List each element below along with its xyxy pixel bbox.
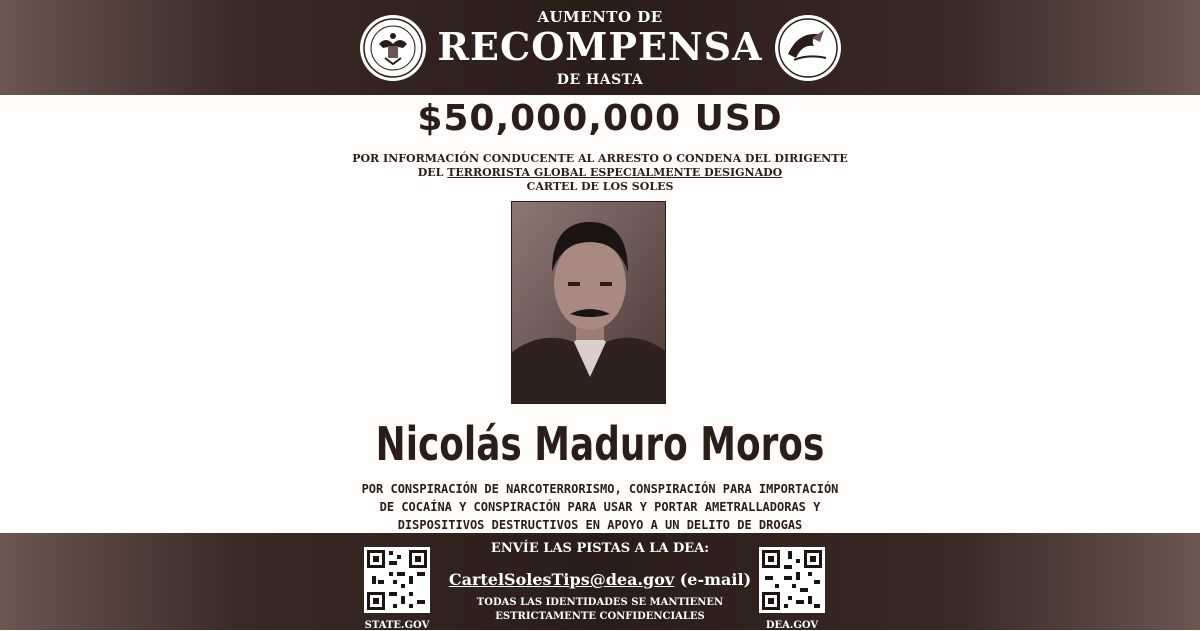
confidential-line-1: TODAS LAS IDENTIDADES SE MANTIENEN <box>476 597 724 608</box>
state-gov-qr-code-icon[interactable] <box>364 547 430 613</box>
tips-email-link[interactable]: CartelSolesTips@dea.gov <box>448 570 675 589</box>
reward-amount: $50,000,000 USD <box>417 98 783 139</box>
dea-gov-qr-code-icon[interactable] <box>759 547 825 613</box>
description-line-3: CARTEL DE LOS SOLES <box>526 180 674 193</box>
dea-gov-label: DEA.GOV <box>765 620 819 631</box>
confidential-line-2: ESTRICTAMENTE CONFIDENCIALES <box>495 611 705 622</box>
suspect-name: Nicolás Maduro Moros <box>375 417 825 471</box>
charges-line-2: DE COCAÍNA Y CONSPIRACIÓN PARA USAR Y PORTAR AMETRALLADORAS Y <box>379 500 821 514</box>
charges-line-3: DISPOSITIVOS DESTRUCTIVOS EN APOYO A UN DELITO DE DROGAS <box>397 518 803 532</box>
description-line-2 <box>0 166 1200 179</box>
designation-text: TERRORISTA GLOBAL ESPECIALMENTE DESIGNADO <box>447 166 783 179</box>
email-suffix: (e-mail) <box>674 570 752 589</box>
suspect-photo <box>511 201 666 404</box>
header-line-1: AUMENTO DE <box>537 8 663 26</box>
send-tips-heading: ENVÍE LAS PISTAS A LA DEA: <box>490 541 710 556</box>
description-line-2-prefix: DEL <box>417 166 448 179</box>
tips-email-line <box>0 570 1200 589</box>
header-title: RECOMPENSA <box>437 24 763 69</box>
charges-line-1: POR CONSPIRACIÓN DE NARCOTERRORISMO, CONSPIRACIÓN PARA IMPORTACIÓN <box>361 482 839 496</box>
state-gov-label: STATE.GOV <box>364 620 430 631</box>
header-line-3: DE HASTA <box>556 72 644 88</box>
description-line-1: POR INFORMACIÓN CONDUCENTE AL ARRESTO O CONDENA DEL DIRIGENTE <box>352 152 848 165</box>
